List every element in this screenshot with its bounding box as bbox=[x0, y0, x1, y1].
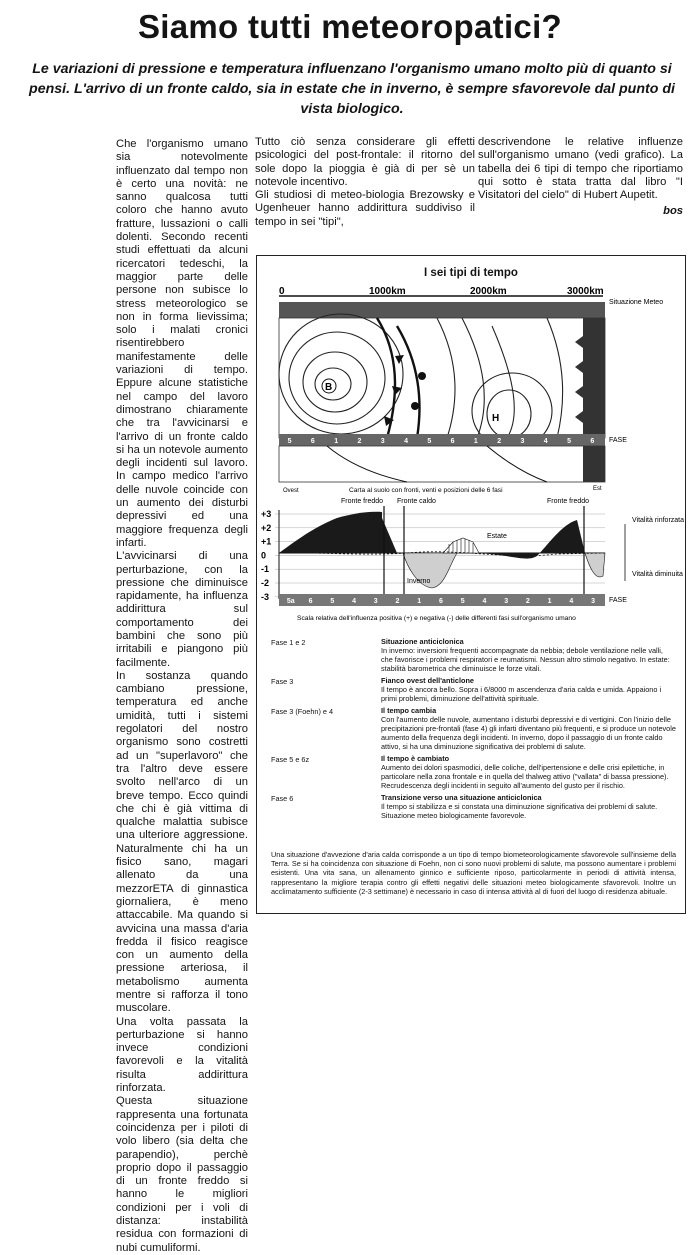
front-label-cold-2: Fronte freddo bbox=[547, 498, 590, 505]
y-tick-label: -1 bbox=[261, 564, 270, 575]
fase-label-upper: FASE bbox=[609, 437, 627, 444]
phase-strip-number: 1 bbox=[417, 598, 422, 605]
scale-label-1000: 1000km bbox=[369, 286, 406, 297]
influence-area-positive-1 bbox=[279, 512, 382, 553]
right-front-band bbox=[583, 318, 605, 438]
figure-note: Una situazione d'avvezione d'aria calda corrisponde a un tipo di tempo biometeorologicamente sfavorevole sull'insieme della Terra. Se si ha coincidenza con situazione di Foehn, non ci sono nuovi problemi di salute, ma possono aumentare i problemi esistenti. Una vita sana, un allenamento ginnico e sufficiente riposo, particolarmente in periodi di attività intensa, rappresentano la migliore terapia contro gli effetti negativi delle situazioni meteo biologicamente sfavorevoli. Inoltre un acclimatamento sufficiente (2-3 settimane) è necessario in caso di intensa attività al di fuori del luogo di residenza abituale. bbox=[271, 850, 676, 896]
phase-strip-number: 3 bbox=[380, 438, 385, 445]
figure-title: I sei tipi di tempo bbox=[424, 267, 518, 279]
phase-strip-number: 3 bbox=[373, 598, 378, 605]
author-signature: bos bbox=[663, 205, 683, 218]
phase-text: Aumento dei dolori spasmodici, delle coliche, dell'ipertensione e delle crisi epilettiche, in particolare nella zona frontale e in quella del thalweg attivo ("vallata" di bassa pressione). Recrudescenza degli incidenti in seguito all'aumento del gusto per il rischio. bbox=[381, 763, 669, 790]
front-label-warm: Fronte caldo bbox=[397, 498, 436, 505]
phase-strip-number: 5 bbox=[427, 438, 432, 445]
front-label-cold-1: Fronte freddo bbox=[341, 498, 384, 505]
weather-diagram bbox=[257, 256, 685, 636]
phase-strip-number: 5 bbox=[287, 438, 292, 445]
phase-text: Con l'aumento delle nuvole, aumentano i disturbi depressivi e di vertigini. Con l'inizio delle precipitazioni pre-frontali (fase 4) gli infarti diventano più frequenti, e si produce un notevole aumento della frequenza degli incidenti. In inverno, dopo il passaggio di un fronte caldo attivo, si ha una diminuzione significativa dei problemi di salute. bbox=[381, 715, 676, 751]
paragraph: L'avvicinarsi di una perturbazione, con la pressione che diminuisce rapidamente, ha influenza addirittura sul comportamento dei bambini che sono più irritabili e piangono più facilmente. bbox=[116, 550, 248, 669]
phase-strip-number: 1 bbox=[547, 598, 552, 605]
phase-strip-number: 6 bbox=[310, 438, 315, 445]
y-tick-label: -3 bbox=[261, 591, 270, 602]
y-tick-label: +2 bbox=[261, 522, 272, 533]
phase-strip-lower-numbers bbox=[287, 598, 595, 605]
ovest-label: Ovest bbox=[283, 488, 299, 494]
map-area bbox=[279, 318, 605, 438]
phase-strip-upper bbox=[279, 434, 605, 446]
phase-strip-number: 3 bbox=[591, 598, 596, 605]
phase-strip-number: 3 bbox=[504, 598, 509, 605]
scale-label-2000: 2000km bbox=[470, 286, 507, 297]
y-tick-label: +3 bbox=[261, 509, 272, 519]
article-column-1 bbox=[116, 138, 248, 1255]
paragraph: In sostanza quando cambiano pressione, temperatura ed anche umidità, tutti i sistemi regolatori del nostro organismo sono costretti ad un "superlavoro" che tra l'altro deve essere svolto nell'arco di un breve tempo. Ecco quindi che chi è già vittima di qualche malattia subisce una ulteriore aggressione. Naturalmente chi ha un fisico sano, magari allenato da una mezzorETA di ginnastica giornaliera, è meno attaccabile. Ma quando si avvicina una massa d'aria fredda il fisico reagisce con un aumento della pressione arteriosa, il metabolismo aumenta mentre si rafforza il tono muscolare. bbox=[116, 669, 248, 1015]
phase-name: Il tempo è cambiato bbox=[381, 754, 450, 763]
phase-name: Situazione anticiclonica bbox=[381, 637, 464, 646]
phase-text: In inverno: inversioni frequenti accompagnate da nebbia; debole ventilazione nelle valli, che favorisce i problemi respiratori e reumatismi. Nessun altro stimolo negativo. In estate: stabilità barometrica che diminuisce le forze vitali. bbox=[381, 646, 670, 673]
phase-name: Il tempo cambia bbox=[381, 706, 437, 715]
phase-row bbox=[271, 637, 676, 673]
paragraph: Questa situazione rappresenta una fortunata coincidenza per i piloti di volo libero (sia delta che parapendio), perchè proprio dopo il passaggio di un fronte freddo si hanno le migliori condizioni per i voli di distanza: instabilità residua con formazioni di nubi cumuliformi. bbox=[116, 1095, 248, 1254]
phase-name: Fianco ovest dell'anticlone bbox=[381, 676, 474, 685]
scale-label-3000: 3000km bbox=[567, 286, 604, 297]
phase-strip-number: 4 bbox=[543, 438, 548, 445]
phase-strip-number: 2 bbox=[525, 598, 530, 605]
phase-name: Transizione verso una situazione anticiclonica bbox=[381, 793, 542, 802]
phase-descriptions bbox=[271, 637, 676, 823]
phase-strip-number: 4 bbox=[404, 438, 408, 445]
axis-caption: Scala relativa dell'influenza positiva (+) e negativa (-) delle differenti fasi sull'organismo umano bbox=[297, 615, 576, 622]
weather-types-figure bbox=[256, 255, 686, 914]
paragraph: descrivendone le relative influenze sull'organismo umano (vedi grafico). La tabella dei 6 tipi di tempo che riportiamo qui sotto è stata tratta dal libro "I Visitatori del cielo" di Hubert Aupetit. bbox=[478, 136, 683, 202]
phase-strip-number: 5 bbox=[567, 438, 571, 445]
phase-strip-number: 4 bbox=[352, 598, 356, 605]
phase-strip-number: 5a bbox=[286, 598, 295, 605]
phase-strip-number: 2 bbox=[395, 598, 400, 605]
phase-strip-number: 6 bbox=[439, 598, 443, 605]
phase-label: Fase 3 bbox=[271, 677, 294, 686]
y-tick-label: 0 bbox=[261, 550, 267, 561]
phase-strip-number: 6 bbox=[590, 438, 595, 445]
estate-label: Estate bbox=[487, 533, 507, 540]
vitalita-rinforzata-label: Vitalità rinforzata bbox=[632, 517, 685, 524]
y-tick-label: +1 bbox=[261, 536, 272, 547]
phase-row bbox=[271, 793, 676, 820]
article-subtitle: Le variazioni di pressione e temperatura influenzano l'organismo umano molto più di quanto si pensi. L'arrivo di un fronte caldo, sia in estate che in inverno, è sempre sfavorevole dal punto di vista biologico. bbox=[29, 61, 675, 117]
article-column-3 bbox=[478, 136, 683, 219]
paragraph: Una volta passata la perturbazione si hanno invece condizioni favorevoli e la vitalità risulta addirittura rinforzata. bbox=[116, 1015, 248, 1095]
phase-strip-number: 6 bbox=[308, 598, 313, 605]
phase-label: Fase 3 (Foehn) e 4 bbox=[271, 707, 334, 716]
paragraph: Che l'organismo umano sia notevolmente influenzato dal tempo non è certo una novità: ne sanno qualcosa tutti coloro che hanno avuto fratture, lussazioni o calli dolenti. Secondo recenti studi effettuati da alcuni ricercatori tedeschi, la maggior parte delle persone non subisce lo stress meteorologico se non in forma lievissima; solo i malati cronici risentirebbero manifestamente delle variazioni di tempo. Eppure alcune statistiche nel campo del lavoro dimostrano chiaramente che tra l'avvicinarsi e l'arrivo di un fronte caldo si ha un notevole aumento degli incidenti sul lavoro. In campo medico l'arrivo delle nuvole coincide con un aumento dei disturbi depressivi ed una maggiore frequenza degli infarti. bbox=[116, 138, 248, 549]
phase-strip-number: 1 bbox=[473, 438, 478, 445]
phase-strip-number: 5 bbox=[460, 598, 465, 605]
y-tick-label: -2 bbox=[261, 578, 270, 588]
article-column-2 bbox=[255, 136, 475, 229]
map-label-low: B bbox=[325, 382, 333, 393]
fase-label-lower: FASE bbox=[609, 597, 627, 604]
map-caption: Carta al suolo con fronti, venti e posizioni delle 6 fasi bbox=[349, 487, 503, 494]
map-label-high-1: H bbox=[492, 413, 500, 424]
phase-strip-number: 1 bbox=[334, 438, 339, 445]
phase-row bbox=[271, 754, 676, 790]
phase-strip-number: 4 bbox=[482, 598, 487, 605]
phase-strip-number: 2 bbox=[497, 438, 502, 445]
situazione-label: Situazione Meteo bbox=[609, 299, 664, 306]
est-label: Est bbox=[593, 486, 602, 492]
phase-strip-number: 3 bbox=[520, 438, 525, 445]
vitalita-diminuita-label: Vitalità diminuita bbox=[632, 571, 683, 578]
map-lower bbox=[279, 446, 605, 482]
phase-strip-number: 5 bbox=[330, 598, 335, 605]
inverno-label: Inverno bbox=[407, 578, 431, 585]
phase-row bbox=[271, 706, 676, 751]
phase-text: Il tempo si stabilizza e si constata una diminuzione significativa dei problemi di salute. Situazione meteo biologicamente favorevole. bbox=[381, 802, 658, 820]
phase-strip-number: 4 bbox=[569, 598, 574, 605]
phase-label: Fase 6 bbox=[271, 794, 294, 803]
paragraph: Tutto ciò senza considerare gli effetti psicologici del post-frontale: il ritorno del sole dopo la pioggia è già di per sè un notevole incentivo. Gli studiosi di meteo-biologia Brezowsky e Ugenheuer hanno addirittura suddiviso il tempo in sei "tipi", bbox=[255, 136, 475, 228]
phase-strip-number: 2 bbox=[357, 438, 362, 445]
phase-label: Fase 1 e 2 bbox=[271, 638, 306, 647]
article-title: Siamo tutti meteoropatici? bbox=[137, 8, 562, 45]
scale-label-0: 0 bbox=[279, 286, 285, 297]
phase-row bbox=[271, 676, 676, 703]
phase-text: Il tempo è ancora bello. Sopra i 6/8000 m ascendenza d'aria calda e umida. Appaiono i primi problemi, diminuzione dell'attività spirituale. bbox=[381, 685, 662, 703]
phase-label: Fase 5 e 6z bbox=[271, 755, 310, 764]
phase-strip-number: 6 bbox=[450, 438, 455, 445]
